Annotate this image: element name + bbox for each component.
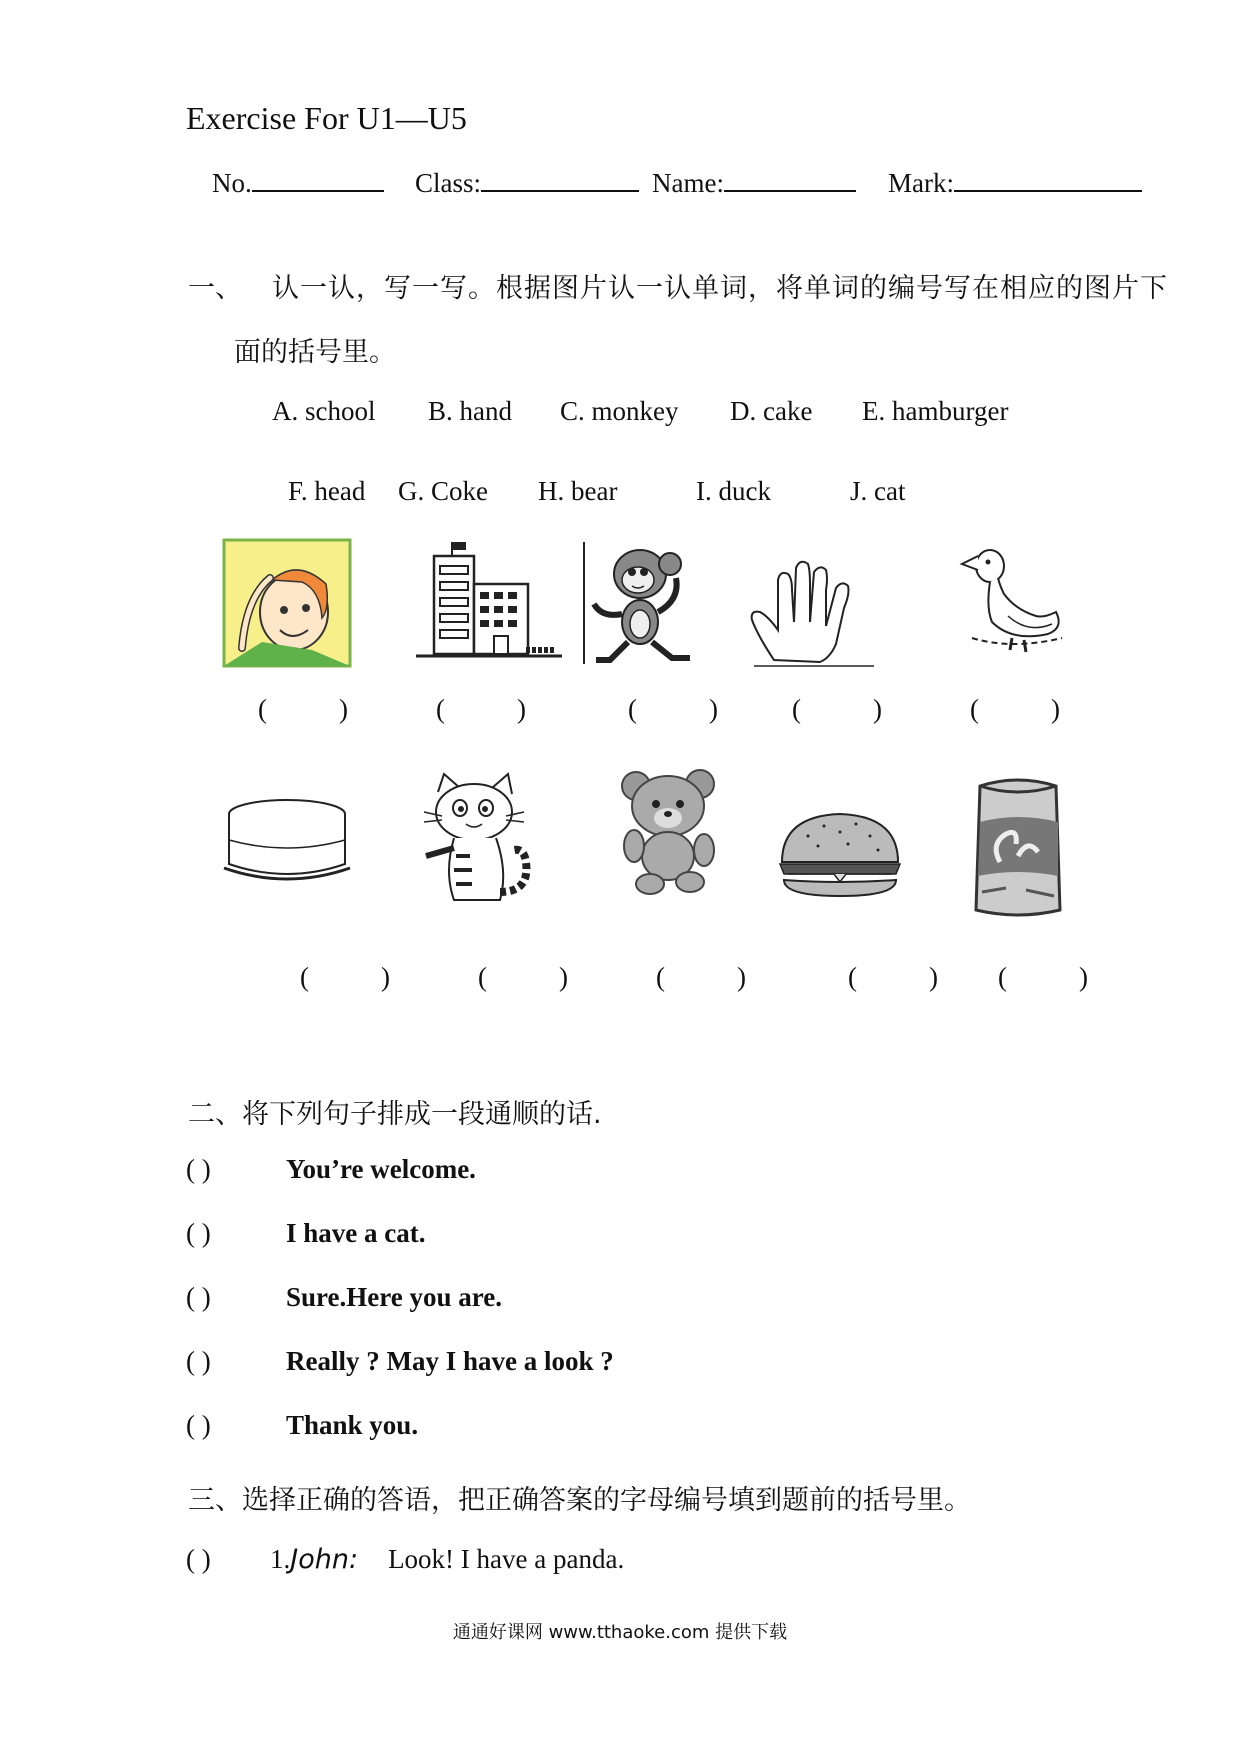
name-field[interactable]: [652, 168, 856, 199]
monkey-picture: [580, 538, 705, 668]
mark-label: Mark:: [888, 168, 954, 198]
paren-open: (: [478, 962, 487, 992]
sentence-row-4[interactable]: [186, 1346, 614, 1377]
sentence-text: You’re welcome.: [286, 1154, 476, 1184]
answer-paren-9[interactable]: [848, 962, 938, 993]
order-paren[interactable]: ( ): [186, 1346, 211, 1376]
no-blank[interactable]: [252, 168, 384, 192]
section1-instruction-line2: 面的括号里。: [234, 337, 396, 368]
mark-field[interactable]: [888, 168, 1142, 199]
paren-open: (: [436, 694, 445, 724]
mark-blank[interactable]: [954, 168, 1142, 192]
answer-paren-7[interactable]: [478, 962, 568, 993]
option-d: D. cake: [730, 396, 813, 426]
no-field[interactable]: [212, 168, 384, 199]
option-b: B. hand: [428, 396, 512, 426]
answer-paren-4[interactable]: [792, 694, 882, 725]
answer-paren-10[interactable]: [998, 962, 1088, 993]
answer-paren-2[interactable]: [436, 694, 526, 725]
paren-close: ): [517, 694, 526, 724]
paren-close: ): [1079, 962, 1088, 992]
option-g: G. Coke: [398, 476, 488, 506]
hand-picture: [744, 550, 879, 670]
answer-paren-6[interactable]: [300, 962, 390, 993]
head-picture: [222, 538, 352, 668]
paren-close: ): [737, 962, 746, 992]
sentence-row-3[interactable]: [186, 1282, 502, 1313]
sentence-text: Really ? May I have a look ?: [286, 1346, 614, 1376]
class-label: Class:: [415, 168, 482, 198]
question-row-1[interactable]: [186, 1544, 624, 1575]
paren-open: (: [970, 694, 979, 724]
answer-paren-3[interactable]: [628, 694, 718, 725]
paren-open: (: [258, 694, 267, 724]
option-f: F. head: [288, 476, 366, 506]
paren-open: (: [792, 694, 801, 724]
answer-paren-1[interactable]: [258, 694, 348, 725]
class-field[interactable]: [415, 168, 639, 199]
option-i: I. duck: [696, 476, 771, 506]
hamburger-picture: [778, 810, 902, 900]
sentence-row-1[interactable]: [186, 1154, 476, 1185]
sentence-row-5[interactable]: [186, 1410, 418, 1441]
paren-open: (: [998, 962, 1007, 992]
order-paren[interactable]: ( ): [186, 1154, 211, 1184]
school-picture: [414, 538, 564, 668]
paren-close: ): [709, 694, 718, 724]
cat-picture: [414, 772, 544, 912]
paren-close: ): [929, 962, 938, 992]
cake-picture: [222, 792, 352, 892]
sentence-text: I have a cat.: [286, 1218, 426, 1248]
paren-open: (: [628, 694, 637, 724]
duck-picture: [952, 538, 1082, 668]
answer-paren[interactable]: ( ): [186, 1544, 211, 1574]
paren-open: (: [300, 962, 309, 992]
answer-paren-8[interactable]: [656, 962, 746, 993]
section2-heading: 二、将下列句子排成一段通顺的话.: [188, 1099, 602, 1130]
coke-picture: [966, 772, 1070, 922]
order-paren[interactable]: ( ): [186, 1218, 211, 1248]
paren-close: ): [339, 694, 348, 724]
class-blank[interactable]: [481, 168, 639, 192]
section1-number: 一、: [188, 273, 242, 304]
answer-paren-5[interactable]: [970, 694, 1060, 725]
sentence-text: Sure.Here you are.: [286, 1282, 502, 1312]
option-c: C. monkey: [560, 396, 679, 426]
paren-close: ): [873, 694, 882, 724]
section1-instruction-line1: 认一认，写一写。根据图片认一认单词，将单词的编号写在相应的图片下: [272, 273, 1168, 304]
paren-open: (: [656, 962, 665, 992]
no-label: No.: [212, 168, 252, 198]
question-number: 1.: [270, 1544, 291, 1574]
question-text: Look! I have a panda.: [388, 1544, 625, 1574]
question-speaker: John:: [290, 1544, 359, 1575]
paren-close: ): [1051, 694, 1060, 724]
order-paren[interactable]: ( ): [186, 1282, 211, 1312]
bear-picture: [614, 766, 724, 896]
sentence-text: Thank you.: [286, 1410, 419, 1440]
section3-heading: 三、选择正确的答语，把正确答案的字母编号填到题前的括号里。: [188, 1485, 971, 1516]
name-label: Name:: [652, 168, 724, 198]
paren-close: ): [381, 962, 390, 992]
paren-close: ): [559, 962, 568, 992]
page-title: Exercise For U1—U5: [186, 100, 467, 136]
option-j: J. cat: [850, 476, 906, 506]
option-a: A. school: [272, 396, 376, 426]
paren-open: (: [848, 962, 857, 992]
name-blank[interactable]: [724, 168, 856, 192]
option-h: H. bear: [538, 476, 618, 506]
footer-credit: 通通好课网 www.tthaoke.com 提供下载: [452, 1622, 788, 1643]
order-paren[interactable]: ( ): [186, 1410, 211, 1440]
sentence-row-2[interactable]: [186, 1218, 425, 1249]
option-e: E. hamburger: [862, 396, 1009, 426]
